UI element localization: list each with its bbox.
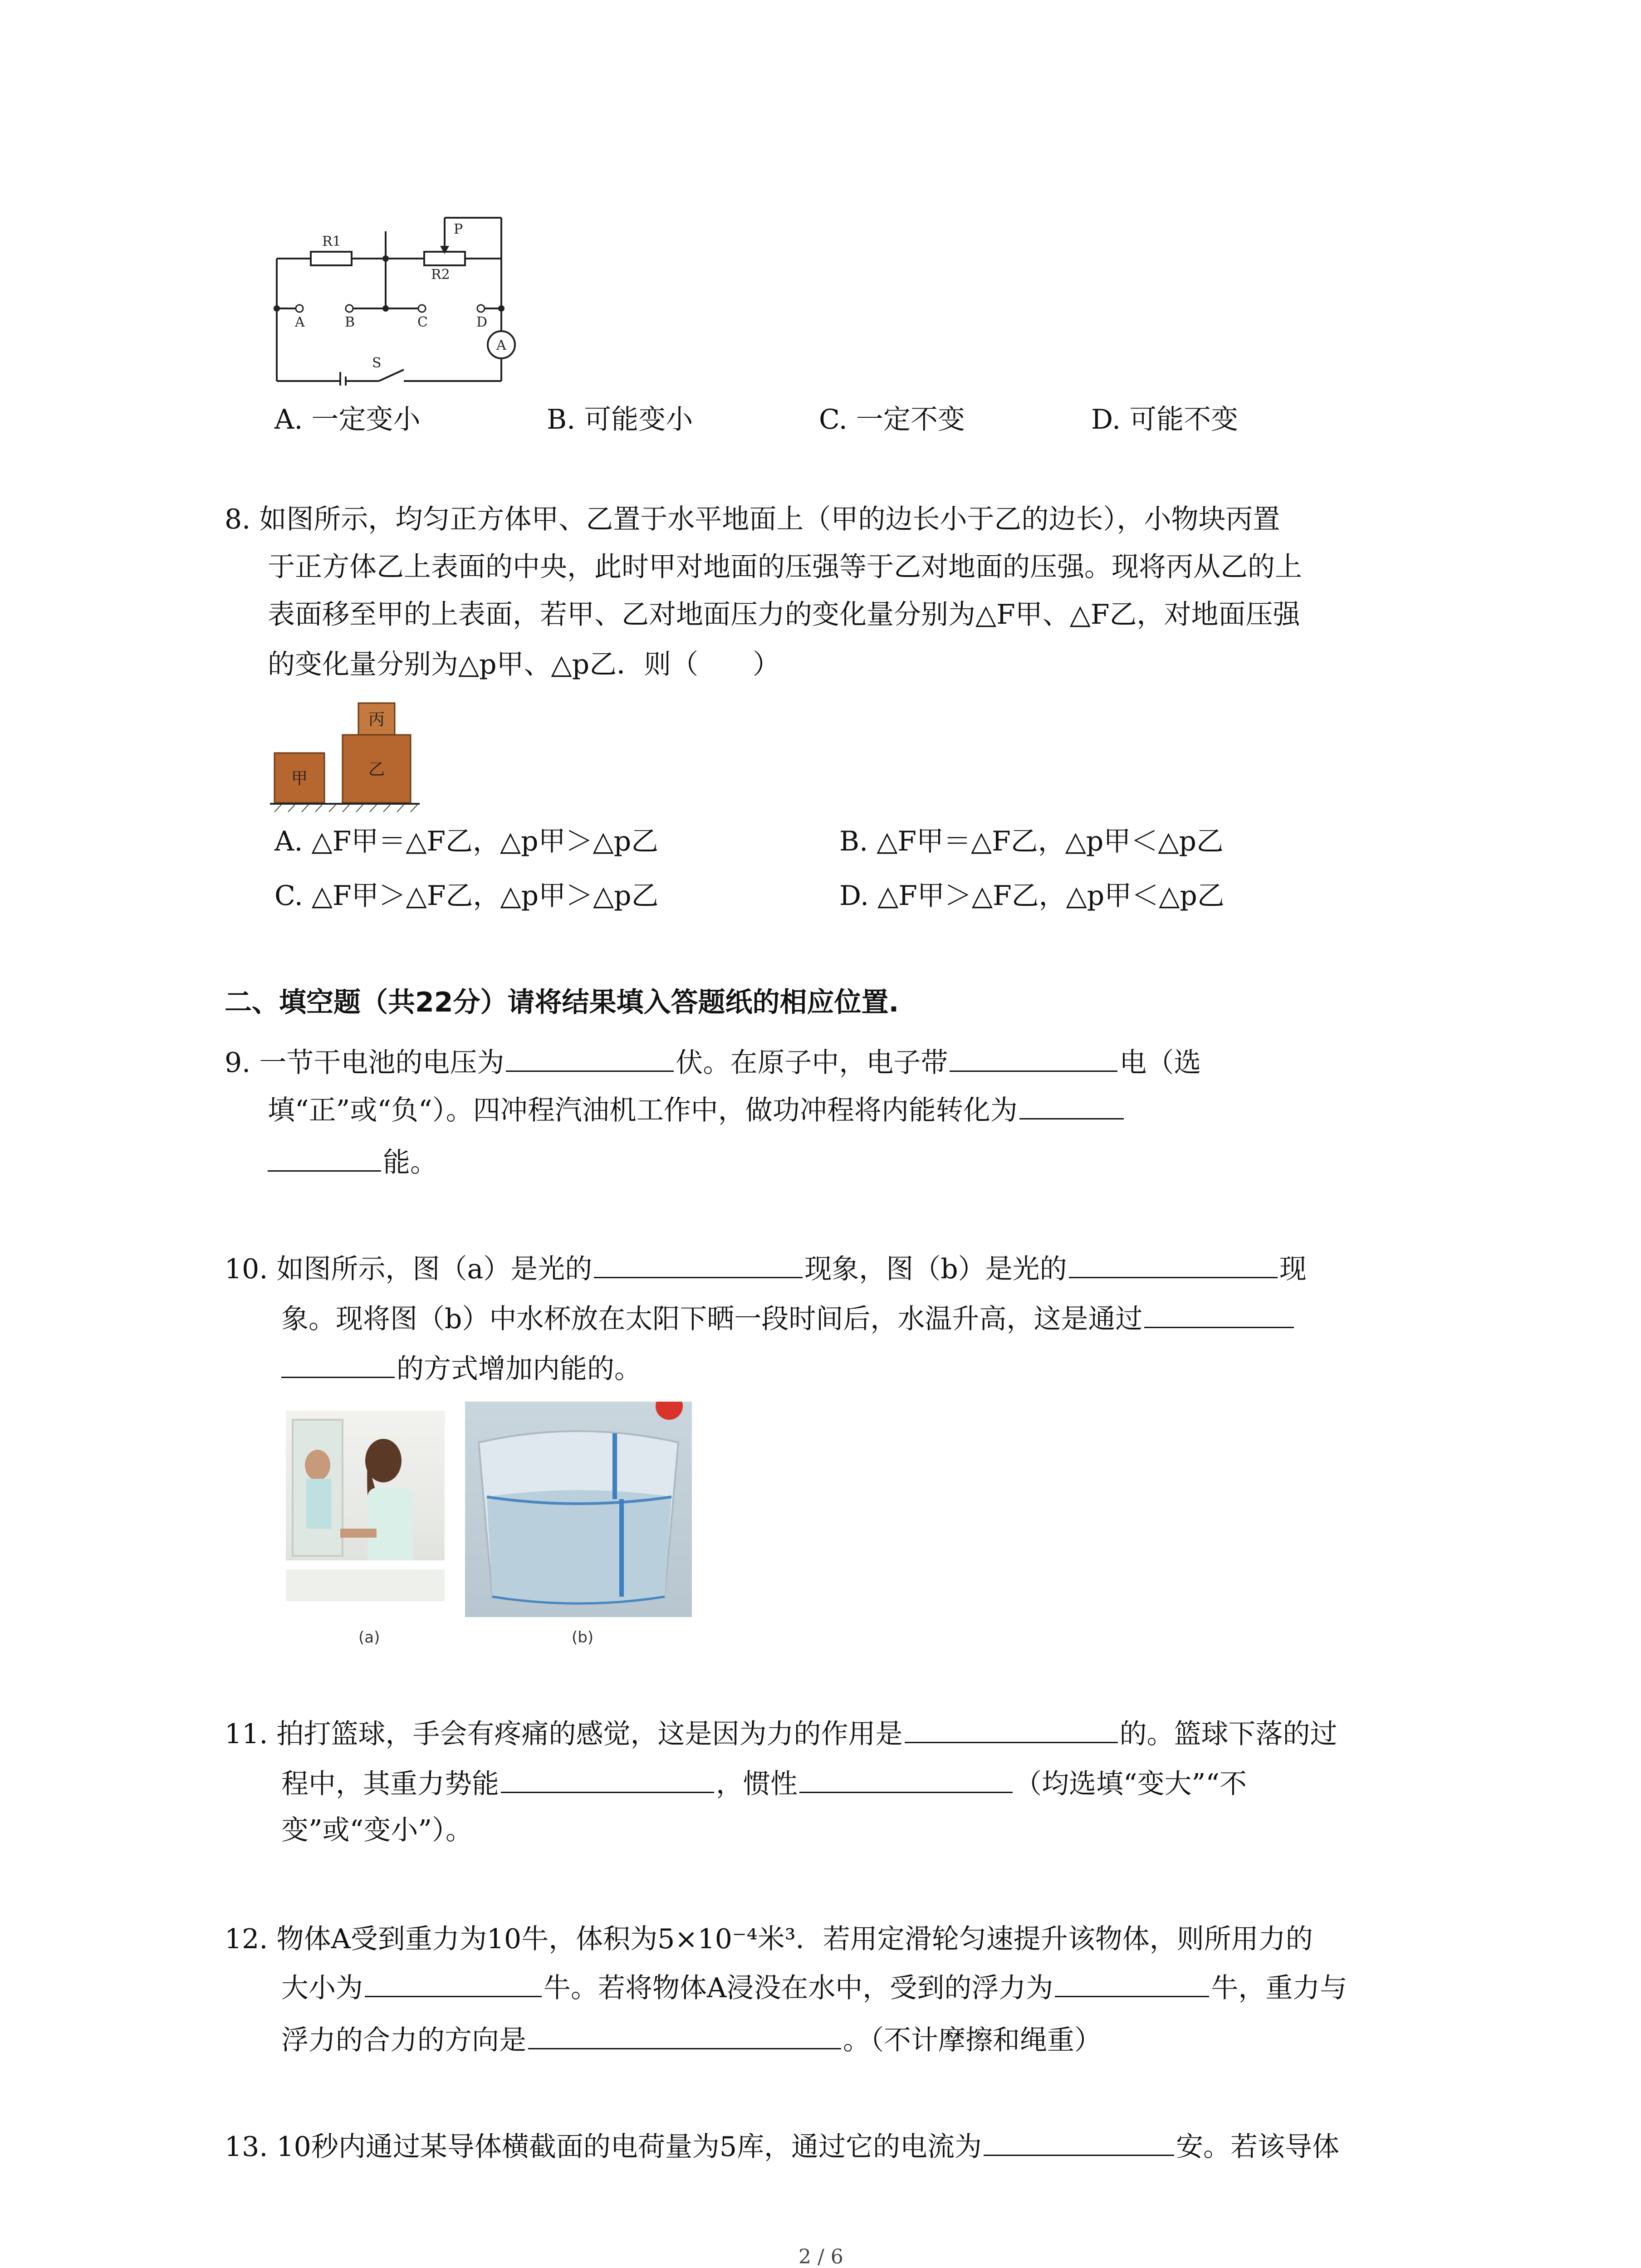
q10-text-3: 现 xyxy=(1279,1253,1307,1285)
q9-blank-2[interactable] xyxy=(950,1043,1117,1072)
cube-jia-label: 甲 xyxy=(291,769,308,788)
q8-option-d[interactable]: D. △F甲＞△F乙，△p甲＜△p乙 xyxy=(839,880,1225,912)
q12-text-1: 大小为 xyxy=(281,1972,363,2004)
ammeter-label: A xyxy=(496,337,506,353)
q7-option-c[interactable]: C. 一定不变 xyxy=(819,404,965,435)
q10-blank-3a[interactable] xyxy=(1144,1300,1294,1328)
q12-line-2 xyxy=(281,1969,1347,2006)
q11-line-3: 变”或“变小”）。 xyxy=(281,1814,473,1846)
q11-line-2 xyxy=(281,1765,1247,1802)
q7-option-b[interactable]: B. 可能变小 xyxy=(547,404,693,435)
q9-text-3: 电（选 xyxy=(1119,1047,1201,1079)
q11-blank-3[interactable] xyxy=(799,1765,1013,1793)
q9-blank-3a[interactable] xyxy=(1019,1091,1124,1119)
q10-line-3 xyxy=(281,1349,642,1387)
q9-text-2: 伏。在原子中，电子带 xyxy=(676,1047,948,1079)
terminal-a-label: A xyxy=(295,314,305,330)
q13-text-2: 安。若该导体 xyxy=(1176,2131,1340,2163)
r2-label: R2 xyxy=(431,267,450,283)
q8-option-b[interactable]: B. △F甲＝△F乙，△p甲＜△p乙 xyxy=(839,826,1224,857)
circuit-diagram xyxy=(268,213,522,386)
q9-text-4: 填“正”或“负“）。四冲程汽油机工作中，做功冲程将内能转化为 xyxy=(268,1095,1018,1126)
cubes-figure xyxy=(270,699,424,816)
q13-blank-1[interactable] xyxy=(984,2127,1174,2156)
q12-text-2: 牛。若将物体A浸没在水中，受到的浮力为 xyxy=(544,1972,1053,2004)
r1-label: R1 xyxy=(322,234,341,249)
page-number: 2 / 6 xyxy=(798,2245,843,2268)
q11-line-1 xyxy=(225,1715,1337,1752)
caption-a: (a) xyxy=(358,1628,380,1647)
q8-line-1: 8. 如图所示，均匀正方体甲、乙置于水平地面上（甲的边长小于乙的边长），小物块丙置 xyxy=(225,503,1280,535)
q12-line-3 xyxy=(281,2021,1102,2058)
water-cup-refraction-photo xyxy=(465,1402,692,1617)
q10-text-1: 10. 如图所示，图（a）是光的 xyxy=(225,1253,593,1285)
terminal-b-label: B xyxy=(345,314,355,330)
q10-blank-3b[interactable] xyxy=(281,1349,395,1378)
q12-blank-2[interactable] xyxy=(1055,1969,1209,1997)
q11-text-3: 程中，其重力势能 xyxy=(281,1768,499,1800)
cube-yi-label: 乙 xyxy=(368,760,385,779)
q11-text-4: ，惯性 xyxy=(716,1768,798,1800)
slider-p-label: P xyxy=(454,221,463,237)
mirror-reflection-photo xyxy=(286,1411,445,1601)
q8-option-c[interactable]: C. △F甲＞△F乙，△p甲＞△p乙 xyxy=(274,880,659,912)
q11-text-1: 11. 拍打篮球，手会有疼痛的感觉，这是因为力的作用是 xyxy=(225,1718,903,1750)
q11-text-5: （均选填“变大”“不 xyxy=(1014,1768,1247,1800)
q12-text-5: 。（不计摩擦和绳重） xyxy=(843,2024,1102,2056)
q9-text-1: 9. 一节干电池的电压为 xyxy=(225,1047,505,1079)
q9-blank-1[interactable] xyxy=(506,1043,674,1072)
q7-option-a[interactable]: A. 一定变小 xyxy=(274,404,421,435)
q13-text-1: 13. 10秒内通过某导体横截面的电荷量为5库，通过它的电流为 xyxy=(225,2131,982,2163)
q12-text-3: 牛，重力与 xyxy=(1211,1972,1347,2004)
q13-line-1 xyxy=(225,2127,1339,2165)
q10-text-5: 的方式增加内能的。 xyxy=(397,1353,642,1385)
q11-blank-2[interactable] xyxy=(501,1765,714,1793)
q8-line-2: 于正方体乙上表面的中央，此时甲对地面的压强等于乙对地面的压强。现将丙从乙的上 xyxy=(268,551,1302,583)
q9-blank-3b[interactable] xyxy=(268,1143,381,1172)
terminal-c-label: C xyxy=(417,314,428,330)
q10-line-2 xyxy=(281,1300,1296,1337)
q12-line-1: 12. 物体A受到重力为10牛，体积为5×10⁻⁴米³．若用定滑轮匀速提升该物体，则所用力的 xyxy=(225,1923,1313,1955)
q8-line-4: 的变化量分别为△p甲、△p乙．则（ ） xyxy=(268,649,780,680)
q12-blank-3[interactable] xyxy=(528,2021,841,2049)
q8-option-a[interactable]: A. △F甲＝△F乙，△p甲＞△p乙 xyxy=(274,826,659,857)
q10-line-1 xyxy=(225,1250,1307,1287)
switch-s-label: S xyxy=(372,355,382,371)
q9-line-2 xyxy=(268,1091,1126,1129)
q9-text-5: 能。 xyxy=(383,1147,437,1178)
q11-text-2: 的。篮球下落的过 xyxy=(1119,1718,1337,1750)
q10-text-4: 象。现将图（b）中水杯放在太阳下晒一段时间后，水温升高，这是通过 xyxy=(281,1303,1143,1335)
q9-line-1 xyxy=(225,1043,1201,1081)
q10-blank-1[interactable] xyxy=(594,1250,803,1278)
block-bing-label: 丙 xyxy=(368,710,385,729)
q7-option-d[interactable]: D. 可能不变 xyxy=(1091,404,1239,435)
q10-blank-2[interactable] xyxy=(1069,1250,1278,1278)
q12-blank-1[interactable] xyxy=(365,1969,542,1997)
caption-b: (b) xyxy=(572,1628,594,1647)
q10-text-2: 现象，图（b）是光的 xyxy=(804,1253,1067,1285)
q9-line-3 xyxy=(268,1143,437,1181)
q8-line-3: 表面移至甲的上表面，若甲、乙对地面压力的变化量分别为△F甲、△F乙，对地面压强 xyxy=(268,599,1300,631)
q12-text-4: 浮力的合力的方向是 xyxy=(281,2024,526,2056)
terminal-d-label: D xyxy=(476,314,488,330)
q11-blank-1[interactable] xyxy=(905,1715,1118,1743)
section-heading: 二、填空题（共22分）请将结果填入答题纸的相应位置. xyxy=(225,987,899,1018)
